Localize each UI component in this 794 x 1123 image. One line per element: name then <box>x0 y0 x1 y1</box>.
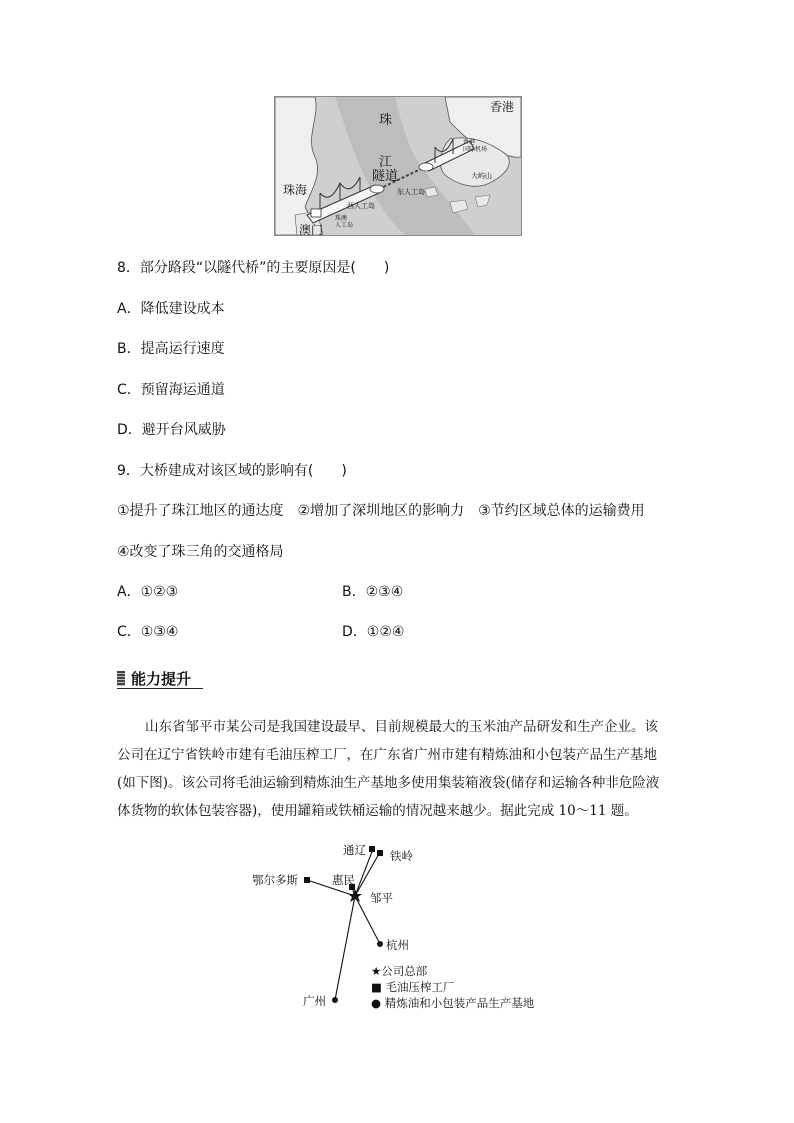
tongliao-factory-marker <box>369 846 375 852</box>
q9-option-c[interactable]: C．①③④ <box>117 624 179 640</box>
tieling-factory-marker <box>377 850 383 856</box>
node-guangzhou: 广州 <box>303 994 326 1008</box>
legend-factory: ■ 毛油压榨工厂 <box>371 980 455 994</box>
q9-statements-line1: ①提升了珠江地区的通达度 ②增加了深圳地区的影响力 ③节约区域总体的运输费用 <box>117 503 645 519</box>
map-label-hk-airport: 香港 国际机场 <box>463 139 488 153</box>
q8-option-a[interactable]: A．降低建设成本 <box>117 301 225 317</box>
node-huimin: 惠民 <box>332 873 355 887</box>
map-label-hongkong: 香港 <box>490 100 515 114</box>
q9-statements-line2: ④改变了珠三角的交通格局 <box>117 544 284 560</box>
q9-stem: 9．大桥建成对该区域的影响有( ) <box>117 463 347 479</box>
q9-option-b[interactable]: B．②③④ <box>342 584 404 600</box>
ordos-factory-marker <box>304 877 310 883</box>
transport-diagram <box>240 838 560 1018</box>
hangzhou-base-marker <box>377 941 383 947</box>
section-header <box>117 668 203 690</box>
node-ordos: 鄂尔多斯 <box>252 873 298 887</box>
map-label-macau: 澳门 <box>299 223 324 236</box>
q8-option-c[interactable]: C．预留海运通道 <box>117 382 225 398</box>
passage-line-1: 山东省邹平市某公司是我国建设最早、目前规模最大的玉米油产品研发和生产企业。该 <box>145 719 658 735</box>
map-label-zhuhai: 珠海 <box>283 183 308 197</box>
legend-base: ● 精炼油和小包装产品生产基地 <box>371 996 535 1010</box>
node-tieling: 铁岭 <box>390 849 413 863</box>
q8-stem: 8．部分路段“以隧代桥”的主要原因是( ) <box>117 260 390 276</box>
q9-option-a[interactable]: A．①②③ <box>117 584 179 600</box>
zouping-hq-star <box>348 889 362 902</box>
map-label-dayushan: 大屿山 <box>471 172 492 180</box>
bridge-map <box>274 96 522 236</box>
section-title: 能力提升 <box>131 670 192 688</box>
passage-line-3: (如下图)。该公司将毛油运输到精炼油生产基地多使用集装箱液袋(储存和运输各种非危险液 <box>117 775 660 791</box>
passage-line-4: 体货物的软体包装容器)，使用罐箱或铁桶运输的情况越来越少。据此完成 10～11 题。 <box>117 803 638 819</box>
map-label-west-island: 西人工岛 <box>347 202 375 210</box>
section-underline <box>117 688 203 689</box>
map-label-tunnel: 隧道 <box>372 169 399 184</box>
node-hangzhou: 杭州 <box>386 938 409 952</box>
map-label-zhuao-island: 珠澳 人工岛 <box>335 215 354 229</box>
section-marker-icon <box>117 671 125 686</box>
node-tongliao: 通辽 <box>343 843 366 857</box>
map-label-jiang: 江 <box>379 155 393 170</box>
q9-option-d[interactable]: D．①②④ <box>342 624 405 640</box>
node-zouping: 邹平 <box>370 891 393 905</box>
q8-option-b[interactable]: B．提高运行速度 <box>117 341 225 357</box>
map-label-east-island: 东人工岛 <box>397 188 425 196</box>
guangzhou-base-marker <box>332 997 338 1003</box>
q8-option-d[interactable]: D．避开台风威胁 <box>117 422 226 438</box>
map-label-zhu: 珠 <box>379 113 393 128</box>
legend-hq: ★公司总部 <box>371 964 428 978</box>
passage-line-2: 公司在辽宁省铁岭市建有毛油压榨工厂，在广东省广州市建有精炼油和小包装产品生产基地 <box>117 747 657 763</box>
